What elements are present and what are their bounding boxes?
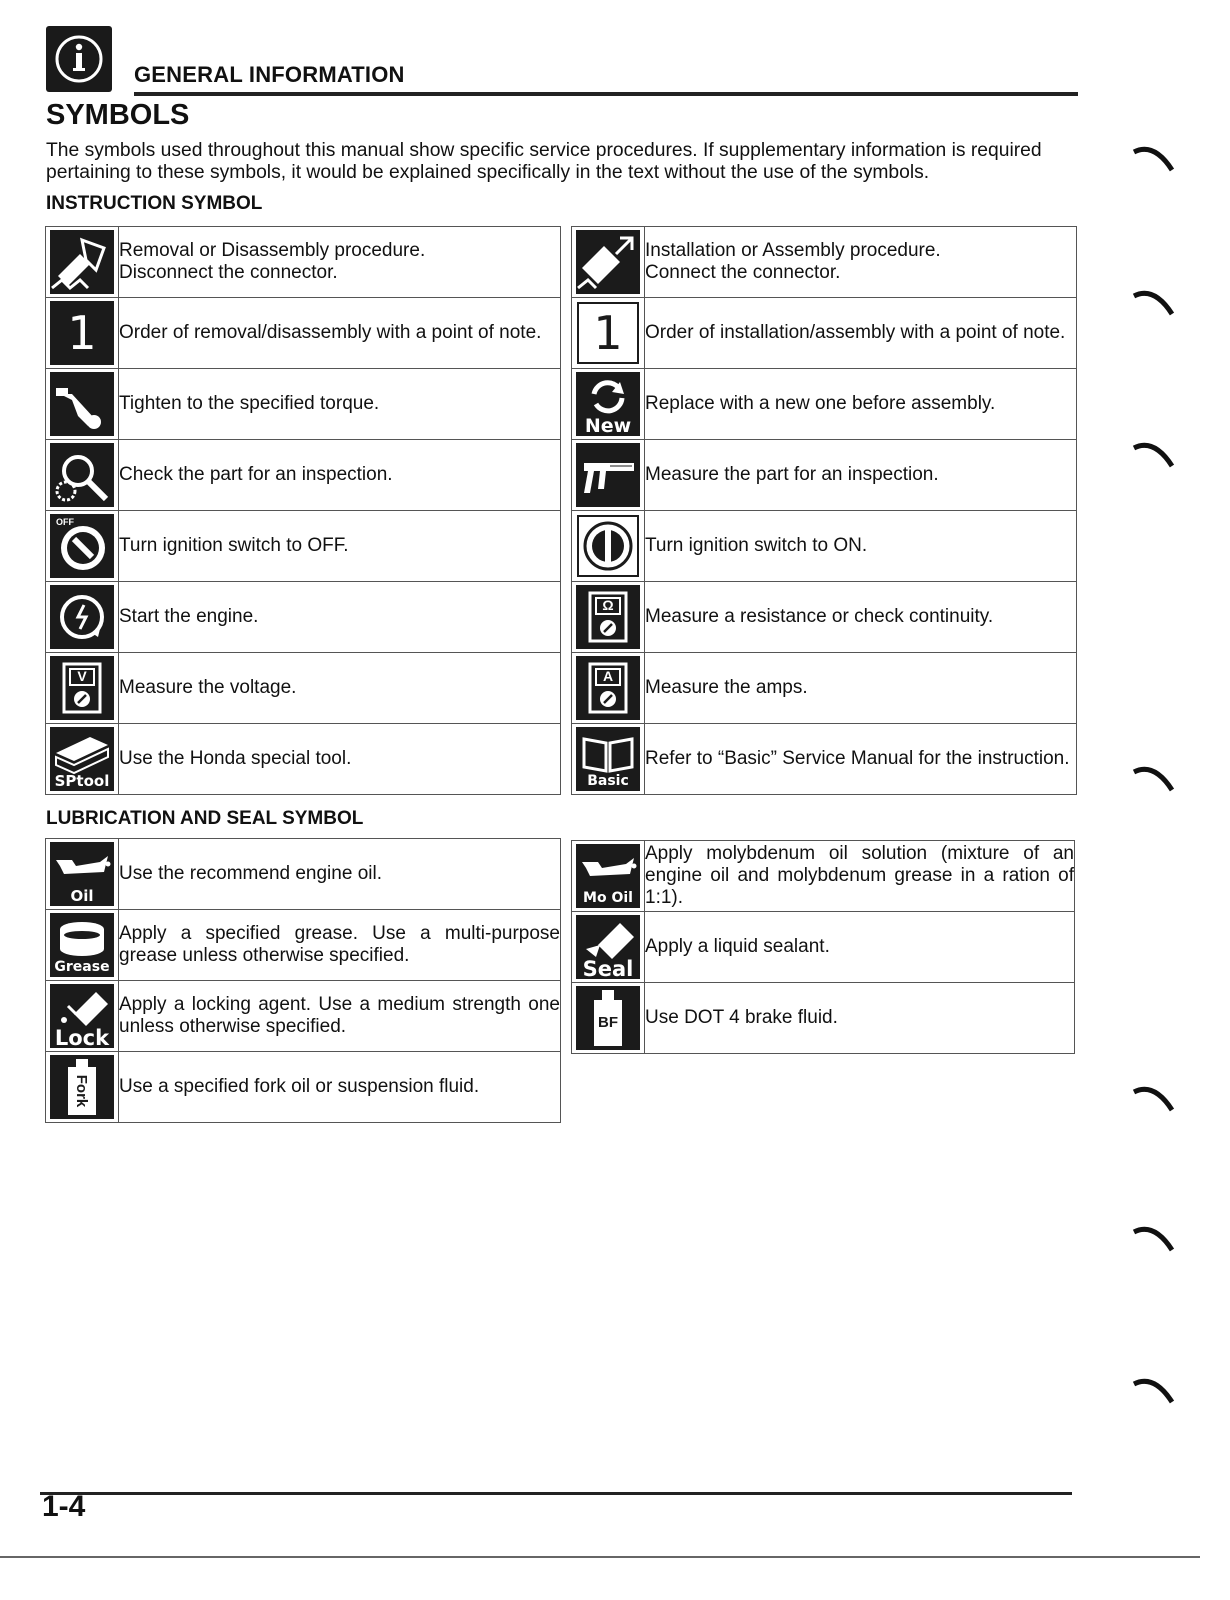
table-row: [572, 582, 1077, 653]
table-row: [46, 653, 561, 724]
icon-label: 1: [593, 306, 623, 360]
ignition-on-icon: [577, 515, 639, 577]
icon-label: Seal: [582, 957, 634, 979]
order-removal-icon: [50, 301, 114, 365]
locking-agent-icon: [50, 984, 114, 1048]
special-tool-icon: [50, 727, 114, 791]
edge-tab-mark: [1132, 1372, 1178, 1412]
lubrication-table-right: [571, 840, 1075, 1054]
order-installation-icon: [577, 302, 639, 364]
lubrication-text: Apply a specified grease. Use a multi-purpose grease unless otherwise specified.: [119, 910, 561, 981]
page-edge-line: [0, 1556, 1200, 1558]
table-row: [46, 724, 561, 795]
lubrication-text: Apply a liquid sealant.: [645, 912, 1075, 983]
table-row: [572, 841, 1075, 912]
edge-tab-mark: [1132, 760, 1178, 800]
instruction-text: Measure the part for an inspection.: [645, 440, 1077, 511]
table-row: [46, 910, 561, 981]
lubrication-text: Apply molybdenum oil solution (mixture of an engine oil and molybdenum grease in a ration of 1:1).: [645, 841, 1075, 912]
instruction-text: Tighten to the specified torque.: [119, 369, 561, 440]
table-row: [572, 983, 1075, 1054]
header-rule: [134, 92, 1078, 96]
instruction-text: Start the engine.: [119, 582, 561, 653]
instruction-symbol-heading: INSTRUCTION SYMBOL: [46, 193, 263, 214]
grease-icon: [50, 913, 114, 977]
edge-tab-mark: [1132, 1080, 1178, 1120]
icon-label: Oil: [70, 887, 94, 905]
icon-label: Basic: [587, 773, 629, 789]
icon-label: OFF: [56, 517, 74, 527]
icon-label: Fork: [73, 1074, 91, 1108]
table-row: [46, 369, 561, 440]
instruction-text: Order of removal/disassembly with a point of note.: [119, 298, 561, 369]
table-row: [572, 369, 1077, 440]
icon-label: V: [77, 668, 87, 684]
icon-label: Grease: [54, 959, 110, 975]
table-row: [46, 839, 561, 910]
intro-paragraph: The symbols used throughout this manual show specific service procedures. If supplementary information is required pertaining to these symbols, it would be explained specifically in the text without the use of the symbols.: [46, 140, 1042, 183]
assembly-icon: [576, 230, 640, 294]
icon-label: 1: [67, 306, 97, 360]
table-row: [572, 912, 1075, 983]
edge-tab-mark: [1132, 436, 1178, 476]
table-row: [572, 653, 1077, 724]
sealant-icon: [576, 915, 640, 979]
lubrication-text: Use DOT 4 brake fluid.: [645, 983, 1075, 1054]
table-row: [572, 298, 1077, 369]
disassembly-icon: [50, 230, 114, 294]
instruction-table-right: [571, 226, 1077, 795]
instruction-text: Order of installation/assembly with a point of note.: [645, 298, 1077, 369]
icon-label: Lock: [54, 1026, 110, 1048]
instruction-text: Turn ignition switch to ON.: [645, 511, 1077, 582]
ammeter-icon: [576, 656, 640, 720]
table-row: [572, 227, 1077, 298]
lubrication-text: Apply a locking agent. Use a medium strength one unless otherwise specified.: [119, 981, 561, 1052]
replace-new-icon: [576, 372, 640, 436]
instruction-text: Measure the voltage.: [119, 653, 561, 724]
table-row: [46, 298, 561, 369]
instruction-text: Use the Honda special tool.: [119, 724, 561, 795]
fork-oil-icon: [50, 1055, 114, 1119]
table-row: [46, 440, 561, 511]
icon-label: SPtool: [54, 772, 110, 790]
icon-label: New: [584, 415, 632, 436]
page-title: SYMBOLS: [46, 99, 190, 131]
table-row: [572, 440, 1077, 511]
engine-oil-icon: [50, 842, 114, 906]
ohmmeter-icon: [576, 585, 640, 649]
footer-rule: [40, 1492, 1072, 1495]
table-row: [46, 227, 561, 298]
table-row: [46, 981, 561, 1052]
section-title: GENERAL INFORMATION: [134, 62, 405, 87]
basic-manual-icon: [576, 727, 640, 791]
table-row: [46, 1052, 561, 1123]
ignition-off-icon: [50, 514, 114, 578]
table-row: [46, 511, 561, 582]
table-row: [572, 724, 1077, 795]
instruction-text: Measure a resistance or check continuity.: [645, 582, 1077, 653]
icon-label: Ω: [602, 597, 614, 613]
edge-tab-mark: [1132, 140, 1178, 180]
icon-label: A: [602, 668, 614, 684]
instruction-table-left: [45, 226, 561, 795]
lubrication-table-left: [45, 838, 561, 1123]
icon-label: BF: [598, 1014, 618, 1031]
instruction-text: Replace with a new one before assembly.: [645, 369, 1077, 440]
table-row: [46, 582, 561, 653]
instruction-text: Turn ignition switch to OFF.: [119, 511, 561, 582]
instruction-text: Measure the amps.: [645, 653, 1077, 724]
brake-fluid-icon: [576, 986, 640, 1050]
instruction-text: Check the part for an inspection.: [119, 440, 561, 511]
instruction-text: Installation or Assembly procedure. Connect the connector.: [645, 227, 1077, 298]
instruction-text: Removal or Disassembly procedure. Disconnect the connector.: [119, 227, 561, 298]
instruction-text: Refer to “Basic” Service Manual for the instruction.: [645, 724, 1077, 795]
edge-tab-mark: [1132, 1220, 1178, 1260]
caliper-icon: [576, 443, 640, 507]
edge-tab-mark: [1132, 284, 1178, 324]
page-number: 1-4: [42, 1490, 86, 1523]
icon-label: Mo Oil: [583, 890, 633, 906]
info-icon: [46, 26, 112, 92]
lubrication-symbol-heading: LUBRICATION AND SEAL SYMBOL: [46, 808, 364, 829]
molybdenum-oil-icon: [576, 844, 640, 908]
lubrication-text: Use the recommend engine oil.: [119, 839, 561, 910]
voltmeter-icon: [50, 656, 114, 720]
table-row: [572, 511, 1077, 582]
start-engine-icon: [50, 585, 114, 649]
inspection-magnifier-icon: [50, 443, 114, 507]
wrench-icon: [50, 372, 114, 436]
lubrication-text: Use a specified fork oil or suspension fluid.: [119, 1052, 561, 1123]
